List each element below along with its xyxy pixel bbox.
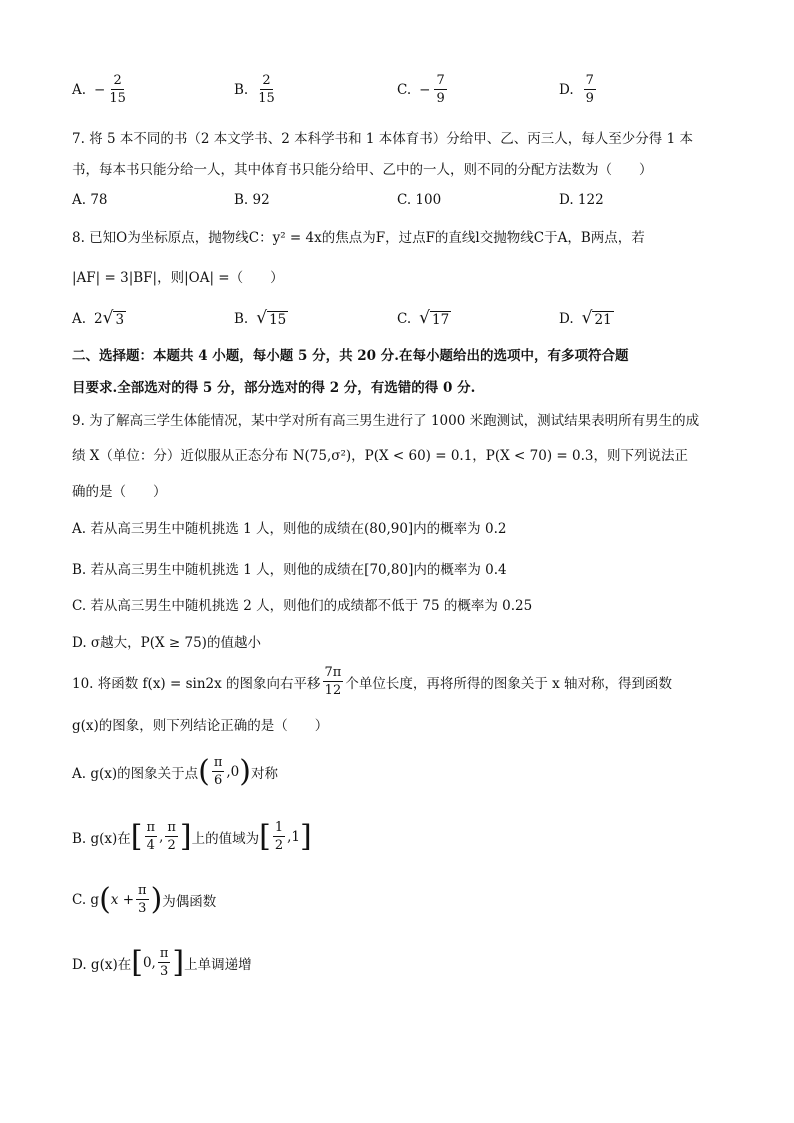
q10-stem-text-post: 个单位长度，再将所得的图象关于 x 轴对称，得到函数: [345, 675, 673, 692]
q7-stem-line2: 书，每本书只能分给一人，其中体育书只能分给甲、乙中的一人，则不同的分配方法数为（ ）: [72, 162, 653, 178]
q10-option-c: C. g ( x + $\frac{\pi}{3}$ ) 为偶函数: [72, 881, 217, 917]
q9-option-c: C. 若从高三男生中随机挑选 2 人，则他们的成绩都不低于 75 的概率为 0.25: [72, 598, 533, 614]
q8-option-a: [72, 309, 126, 328]
q7-option-b: B. 92: [234, 192, 270, 208]
option-label: D.: [559, 81, 574, 98]
q9-stem-line1: 9. 为了解高三学生体能情况，某中学对所有高三男生进行了 1000 米跑测试，测试结果表明所有男生的成: [72, 413, 700, 429]
fraction: $\frac{\pi}{3}$: [159, 946, 169, 979]
option-label: C.: [397, 310, 412, 327]
fraction: $\frac{1}{2}$: [274, 820, 284, 853]
q7-option-c: C. 100: [397, 192, 442, 208]
q6-option-c: [397, 74, 449, 105]
option-text: 为偶函数: [162, 893, 217, 910]
q8-stem-line2: |AF| = 3|BF|，则|OA| =（ ）: [72, 270, 284, 286]
q6-option-d: [559, 74, 598, 105]
option-text: x +: [110, 891, 135, 908]
section2-heading-line2: 目要求.全部选对的得 5 分，部分选对的得 2 分，有选错的得 0 分.: [72, 380, 476, 396]
q7-option-a: A. 78: [72, 192, 108, 208]
option-text: ,1: [287, 828, 301, 845]
option-text: ,0: [226, 763, 240, 780]
q8-stem-line1: 8. 已知O为坐标原点，抛物线C：y² = 4x的焦点为F，过点F的直线l交抛物线C于A，B两点，若: [72, 230, 645, 246]
q9-option-a: A. 若从高三男生中随机挑选 1 人，则他的成绩在(80,90]内的概率为 0.2: [72, 521, 507, 537]
q7-stem-line1: 7. 将 5 本不同的书（2 本文学书、2 本科学书和 1 本体育书）分给甲、乙、丙三人，每人至少分得 1 本: [72, 131, 693, 147]
fraction: $\frac{2}{15}$: [109, 73, 126, 106]
q9-option-b: B. 若从高三男生中随机挑选 1 人，则他的成绩在[70,80]内的概率为 0.4: [72, 562, 507, 578]
q8-option-c: [397, 309, 451, 328]
q6-option-b: [234, 74, 277, 105]
q10-option-a: A. g(x)的图象关于点 ( $\frac{\pi}{6}$ ,0 ) 对称: [72, 753, 278, 789]
option-label: B.: [234, 310, 249, 327]
square-root: √ 15: [256, 308, 287, 328]
q9-stem-line2: 绩 X（单位：分）近似服从正态分布 N(75,σ²)，P(X < 60) = 0.1，P(X < 70) = 0.3，则下列说法正: [72, 448, 688, 464]
minus-sign: −: [94, 81, 106, 98]
fraction: $\frac{\pi}{3}$: [138, 883, 147, 916]
option-label: A.: [72, 81, 87, 98]
option-label: A.: [72, 310, 87, 327]
minus-sign: −: [419, 81, 431, 98]
section2-heading-line1: 二、选择题：本题共 4 小题，每小题 5 分，共 20 分.在每小题给出的选项中，有多项符合题: [72, 348, 629, 364]
q10-stem-line1: [72, 666, 672, 697]
option-text: A. g(x)的图象关于点: [72, 765, 199, 782]
option-label: D.: [559, 310, 574, 327]
q10-option-d: D. g(x)在 [ 0, $\frac{\pi}{3}$ ] 上单调递增: [72, 944, 252, 980]
q9-stem-line3: 确的是（ ）: [72, 484, 167, 500]
q7-option-d: D. 122: [559, 192, 604, 208]
square-root: √ 17: [419, 308, 450, 328]
fraction: $\frac{\pi}{2}$: [167, 820, 176, 853]
square-root: √ 21: [581, 308, 612, 328]
q10-option-b: B. g(x)在 [ $\frac{\pi}{4}$ , $\frac{\pi}{2}$ ] 上的值域为 [ $\frac{1}{2}$ ,1 ]: [72, 818, 312, 854]
q10-stem-text-pre: 10. 将函数 f(x) = sin2x 的图象向右平移: [72, 675, 321, 692]
fraction: $\frac{2}{15}$: [258, 73, 275, 106]
option-text: C. g: [72, 891, 100, 908]
option-text: 上的值域为: [191, 830, 260, 847]
option-label: B.: [234, 81, 249, 98]
square-root: √ 3: [102, 308, 125, 328]
fraction: $\frac{7}{9}$: [436, 73, 445, 106]
fraction: $\frac{\pi}{6}$: [213, 755, 223, 788]
fraction: $\frac{7}{9}$: [585, 73, 594, 106]
coefficient: 2: [94, 310, 103, 327]
fraction: $\frac{7\pi}{12}$: [324, 665, 342, 698]
q8-option-d: [559, 309, 614, 328]
q6-option-a: [72, 74, 128, 105]
q9-option-d: D. σ越大，P(X ≥ 75)的值越小: [72, 635, 261, 651]
q10-stem-line2: g(x)的图象，则下列结论正确的是（ ）: [72, 718, 329, 734]
q8-option-b: [234, 309, 288, 328]
option-text: D. g(x)在: [72, 956, 132, 973]
option-text: 0,: [142, 954, 156, 971]
option-text: 上单调递增: [184, 956, 252, 973]
option-text: 对称: [251, 765, 278, 782]
option-label: C.: [397, 81, 412, 98]
fraction: $\frac{\pi}{4}$: [146, 820, 156, 853]
option-text: B. g(x)在: [72, 830, 131, 847]
